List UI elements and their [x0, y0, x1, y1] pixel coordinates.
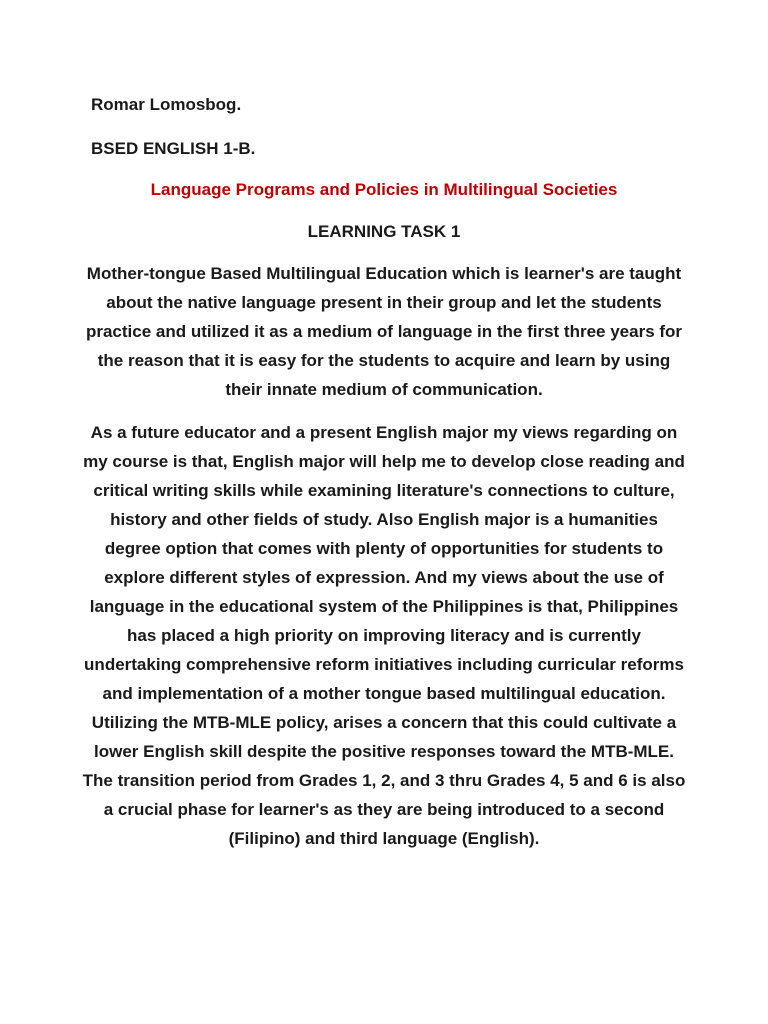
task-heading: LEARNING TASK 1: [307, 222, 461, 241]
author-name: Romar Lomosbog.: [91, 95, 242, 114]
course-section: BSED ENGLISH 1-B.: [91, 139, 256, 158]
paragraph-2: As a future educator and a present English major my views regarding on my course is that, English major will help me to develop close reading and critical writing skills while examining literature's connections to culture, history and other fields of study. Also English major is a humanities degree option that comes with plenty of opportunities for students to explore different styles of expression. And my views about the use of language in the educational system of the Philippines is that, Philippines has placed a high priority on improving literacy and is currently undertaking comprehensive reform initiatives including curricular reforms and implementation of a mother tongue based multilingual education. Utilizing the MTB-MLE policy, arises a concern that this could cultivate a lower English skill despite the positive responses toward the MTB-MLE. The transition period from Grades 1, 2, and 3 thru Grades 4, 5 and 6 is also a crucial phase for learner's as they are being introduced to a second (Filipino) and third language (English).: [82, 423, 686, 848]
paragraph-1: Mother-tongue Based Multilingual Education which is learner's are taught about the native language present in their group and let the students practice and utilized it as a medium of language in the first three years for the reason that it is easy for the students to acquire and learn by using their innate medium of communication.: [85, 264, 683, 399]
document-title: Language Programs and Policies in Multilingual Societies: [150, 180, 618, 199]
